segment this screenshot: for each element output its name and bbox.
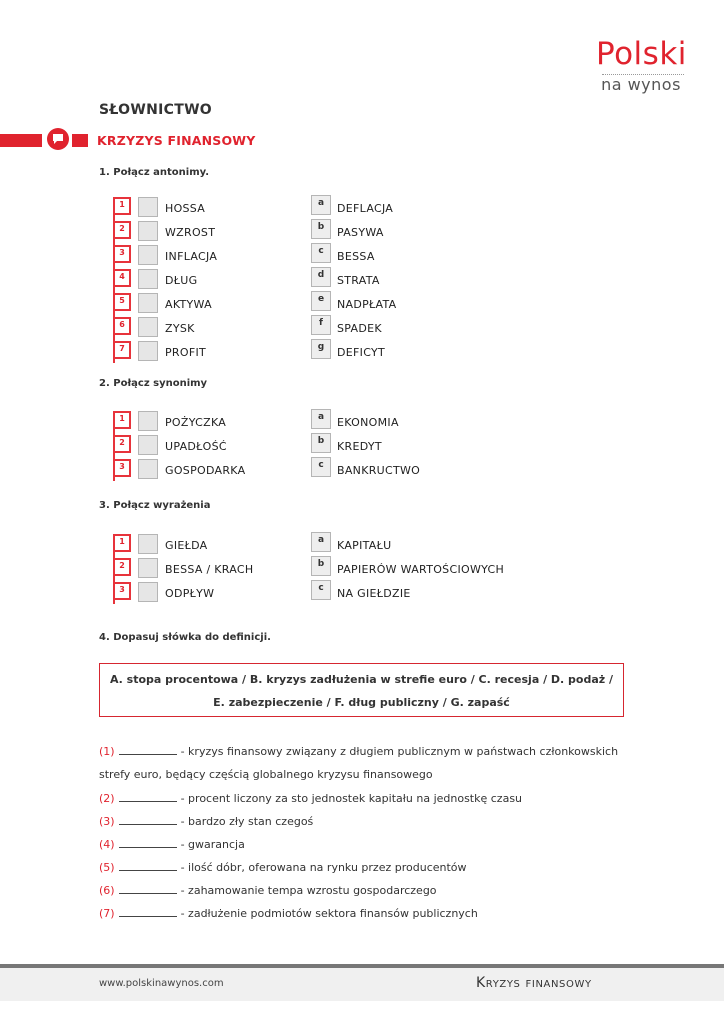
answer-blank[interactable] <box>119 838 177 848</box>
right-term: KREDYT <box>337 440 382 453</box>
answer-box[interactable] <box>138 221 158 241</box>
answer-blank[interactable] <box>119 745 177 755</box>
number-box: 4 <box>113 269 131 287</box>
definition-number: (6) <box>99 884 115 897</box>
definition-text: - gwarancja <box>180 838 245 851</box>
definition-5 <box>99 861 467 874</box>
definition-number: (2) <box>99 792 115 805</box>
left-term: BESSA / KRACH <box>165 563 254 576</box>
right-term: EKONOMIA <box>337 416 399 429</box>
definition-text: - bardzo zły stan czegoś <box>180 815 314 828</box>
letter-box: b <box>311 433 331 453</box>
logo-line2: na wynos <box>601 75 681 94</box>
definition-text: - zahamowanie tempa wzrostu gospodarczego <box>180 884 437 897</box>
right-term: BANKRUCTWO <box>337 464 421 477</box>
right-term: NA GIEŁDZIE <box>337 587 411 600</box>
definition-6 <box>99 884 437 897</box>
right-term: DEFLACJA <box>337 202 394 215</box>
left-term: PROFIT <box>165 346 207 359</box>
number-box: 1 <box>113 411 131 429</box>
definition-3 <box>99 815 313 828</box>
letter-box: d <box>311 267 331 287</box>
number-box: 6 <box>113 317 131 335</box>
left-term: ZYSK <box>165 322 195 335</box>
left-term: HOSSA <box>165 202 206 215</box>
speech-bubble-icon <box>47 128 69 150</box>
answer-blank[interactable] <box>119 815 177 825</box>
answer-box[interactable] <box>138 293 158 313</box>
left-term: GOSPODARKA <box>165 464 246 477</box>
number-box: 2 <box>113 221 131 239</box>
right-term: PAPIERÓW WARTOŚCIOWYCH <box>337 563 505 576</box>
definition-number: (1) <box>99 745 115 758</box>
section-3-title: 3. Połącz wyrażenia <box>99 500 211 511</box>
right-term: DEFICYT <box>337 346 386 359</box>
number-box: 3 <box>113 582 131 600</box>
definition-4 <box>99 838 245 851</box>
definition-text: - kryzys finansowy związany z długiem publicznym w państwach członkowskich <box>180 745 619 758</box>
left-term: ODPŁYW <box>165 587 215 600</box>
answer-box[interactable] <box>138 269 158 289</box>
number-box: 1 <box>113 197 131 215</box>
left-term: UPADŁOŚĆ <box>165 440 227 453</box>
letter-box: f <box>311 315 331 335</box>
number-box: 1 <box>113 534 131 552</box>
answer-box[interactable] <box>138 411 158 431</box>
definition-7 <box>99 907 478 920</box>
topic-title: KRZYZYS FINANSOWY <box>97 133 256 148</box>
answer-blank[interactable] <box>119 884 177 894</box>
letter-box: c <box>311 457 331 477</box>
word-bank-line-2: E. zabezpieczenie / F. dług publiczny / G. zapaść <box>213 696 510 709</box>
definition-number: (3) <box>99 815 115 828</box>
number-box: 2 <box>113 435 131 453</box>
number-box: 2 <box>113 558 131 576</box>
number-box: 3 <box>113 459 131 477</box>
left-term: INFLACJA <box>165 250 218 263</box>
letter-box: c <box>311 243 331 263</box>
topic-bar-right <box>72 134 88 147</box>
right-term: SPADEK <box>337 322 382 335</box>
left-term: AKTYWA <box>165 298 212 311</box>
answer-box[interactable] <box>138 197 158 217</box>
logo-line1: Polski <box>596 36 687 72</box>
answer-box[interactable] <box>138 558 158 578</box>
right-term: NADPŁATA <box>337 298 397 311</box>
left-term: POŻYCZKA <box>165 416 227 429</box>
letter-box: a <box>311 409 331 429</box>
answer-blank[interactable] <box>119 861 177 871</box>
answer-box[interactable] <box>138 534 158 554</box>
number-box: 3 <box>113 245 131 263</box>
section-1-title: 1. Połącz antonimy. <box>99 167 210 178</box>
footer-title: Kryzys finansowy <box>476 975 592 991</box>
letter-box: e <box>311 291 331 311</box>
right-term: PASYWA <box>337 226 384 239</box>
section-2-title: 2. Połącz synonimy <box>99 378 208 389</box>
answer-box[interactable] <box>138 341 158 361</box>
number-box: 7 <box>113 341 131 359</box>
definition-number: (5) <box>99 861 115 874</box>
answer-box[interactable] <box>138 245 158 265</box>
answer-blank[interactable] <box>119 907 177 917</box>
left-term: WZROST <box>165 226 216 239</box>
page-heading: SŁOWNICTWO <box>99 102 213 118</box>
right-term: BESSA <box>337 250 375 263</box>
letter-box: c <box>311 580 331 600</box>
left-term: GIEŁDA <box>165 539 208 552</box>
word-bank-line-1: A. stopa procentowa / B. kryzys zadłużenia w strefie euro / C. recesja / D. podaż / <box>109 673 614 686</box>
answer-blank[interactable] <box>119 792 177 802</box>
definition-1 <box>99 745 618 758</box>
number-box: 5 <box>113 293 131 311</box>
definition-2 <box>99 792 522 805</box>
definition-text: - ilość dóbr, oferowana na rynku przez producentów <box>180 861 467 874</box>
logo <box>596 38 686 94</box>
answer-box[interactable] <box>138 459 158 479</box>
right-term: STRATA <box>337 274 380 287</box>
topic-bar-left <box>0 134 42 147</box>
definition-number: (7) <box>99 907 115 920</box>
definition-1-continued: strefy euro, będący częścią globalnego kryzysu finansowego <box>99 768 433 781</box>
answer-box[interactable] <box>138 317 158 337</box>
footer-url: www.polskinawynos.com <box>99 978 224 989</box>
answer-box[interactable] <box>138 435 158 455</box>
definition-text: - zadłużenie podmiotów sektora finansów publicznych <box>180 907 478 920</box>
letter-box: b <box>311 219 331 239</box>
letter-box: a <box>311 532 331 552</box>
right-term: KAPITAŁU <box>337 539 392 552</box>
definition-number: (4) <box>99 838 115 851</box>
left-term: DŁUG <box>165 274 198 287</box>
definition-text: - procent liczony za sto jednostek kapitału na jednostkę czasu <box>180 792 523 805</box>
answer-box[interactable] <box>138 582 158 602</box>
letter-box: g <box>311 339 331 359</box>
section-4-title: 4. Dopasuj słówka do definicji. <box>99 632 271 643</box>
letter-box: a <box>311 195 331 215</box>
letter-box: b <box>311 556 331 576</box>
word-bank <box>99 663 624 717</box>
